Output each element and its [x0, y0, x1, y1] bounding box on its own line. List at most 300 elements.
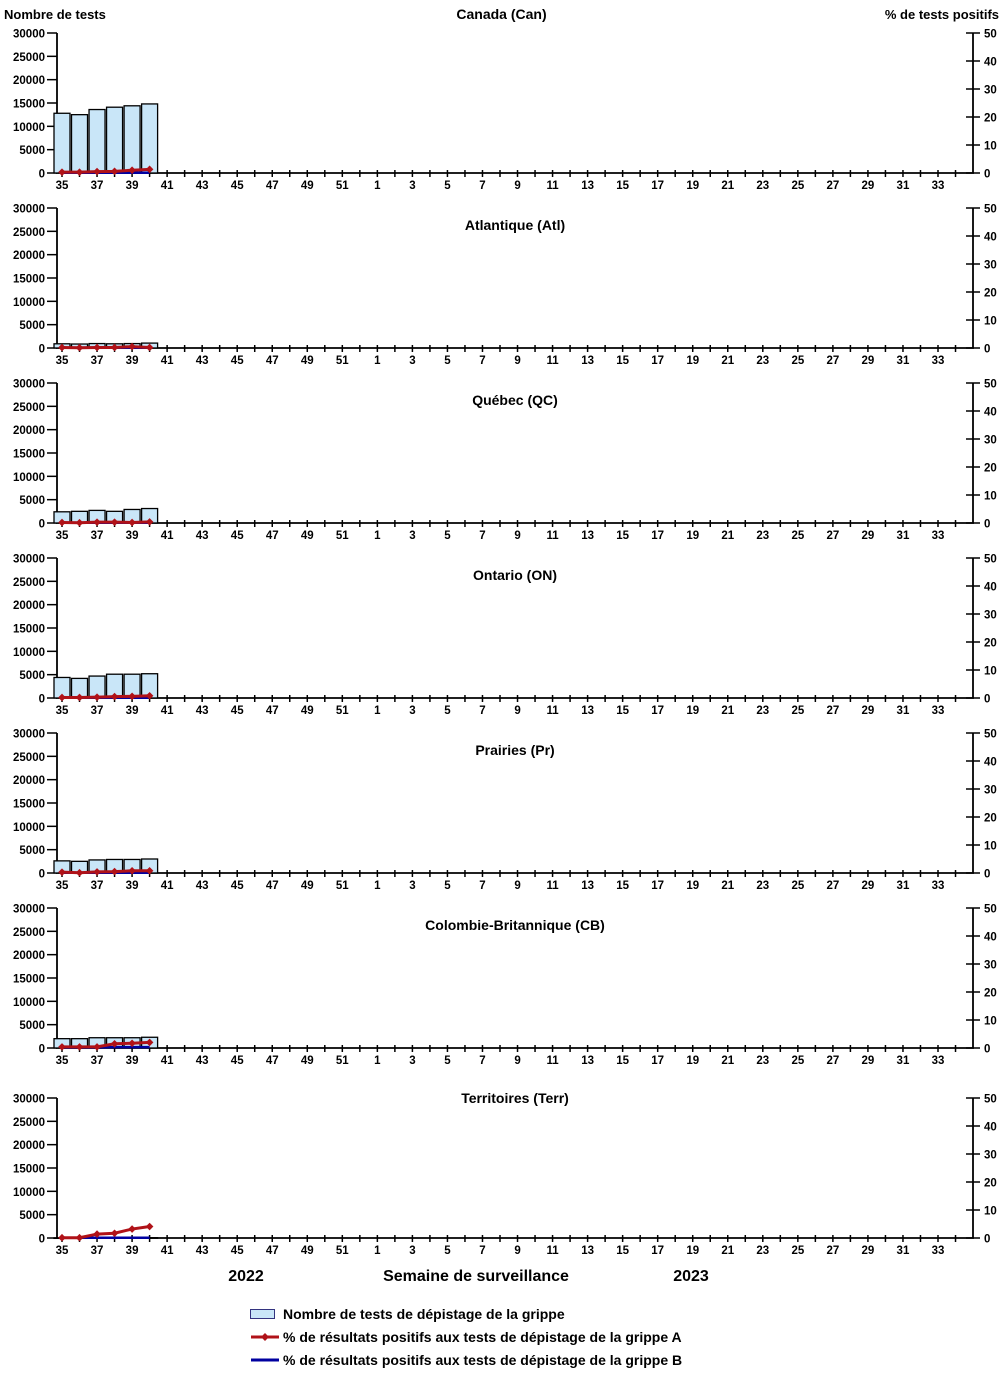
- svg-text:7: 7: [479, 180, 486, 192]
- svg-text:15000: 15000: [13, 623, 45, 636]
- svg-text:35: 35: [55, 355, 69, 367]
- svg-text:10: 10: [984, 1015, 997, 1028]
- svg-text:50: 50: [984, 1093, 997, 1106]
- svg-text:21: 21: [721, 1245, 735, 1257]
- svg-text:47: 47: [265, 1245, 279, 1257]
- grippe-a-line: [62, 1227, 150, 1238]
- panel-canada-header: [0, 4, 1003, 24]
- svg-text:13: 13: [581, 1055, 594, 1067]
- svg-text:13: 13: [581, 705, 594, 717]
- panel-atlantique: [0, 196, 1003, 371]
- svg-text:10: 10: [984, 490, 997, 503]
- svg-text:50: 50: [984, 903, 997, 916]
- svg-text:43: 43: [195, 1055, 209, 1067]
- svg-text:17: 17: [651, 355, 665, 367]
- svg-text:29: 29: [861, 180, 875, 192]
- svg-text:37: 37: [90, 355, 104, 367]
- svg-text:10000: 10000: [13, 996, 45, 1009]
- svg-text:21: 21: [721, 355, 735, 367]
- svg-text:40: 40: [984, 931, 997, 944]
- legend-item-grippe-a: [250, 1325, 682, 1348]
- svg-text:49: 49: [300, 180, 314, 192]
- svg-text:0: 0: [984, 168, 991, 181]
- svg-text:51: 51: [335, 355, 349, 367]
- svg-text:21: 21: [721, 180, 735, 192]
- svg-text:37: 37: [90, 530, 104, 542]
- svg-text:20000: 20000: [13, 425, 45, 438]
- svg-text:19: 19: [686, 530, 700, 542]
- svg-text:40: 40: [984, 231, 997, 244]
- legend-label-grippe-a: % de résultats positifs aux tests de dépistage de la grippe A: [283, 1328, 682, 1345]
- svg-text:43: 43: [195, 355, 209, 367]
- svg-text:43: 43: [195, 1245, 209, 1257]
- svg-text:15: 15: [616, 705, 630, 717]
- svg-text:49: 49: [300, 355, 314, 367]
- svg-text:20: 20: [984, 987, 997, 1000]
- svg-text:0: 0: [38, 168, 45, 181]
- svg-text:31: 31: [896, 1245, 910, 1257]
- svg-text:43: 43: [195, 530, 209, 542]
- x-axis-year-2022: 2022: [228, 1268, 264, 1285]
- svg-text:7: 7: [479, 530, 486, 542]
- svg-text:11: 11: [546, 880, 559, 892]
- svg-text:5000: 5000: [19, 495, 45, 508]
- svg-text:19: 19: [686, 355, 700, 367]
- panel-title-colombie-britannique: Colombie-Britannique (CB): [425, 917, 605, 933]
- svg-text:30000: 30000: [13, 378, 45, 391]
- grippe-a-line: [62, 696, 150, 698]
- svg-text:25000: 25000: [13, 576, 45, 589]
- diamond-marker: [58, 1234, 66, 1242]
- svg-text:5000: 5000: [19, 845, 45, 858]
- svg-text:30000: 30000: [13, 728, 45, 741]
- svg-text:40: 40: [984, 581, 997, 594]
- svg-text:35: 35: [55, 1055, 69, 1067]
- svg-text:20000: 20000: [13, 775, 45, 788]
- svg-text:49: 49: [300, 1055, 314, 1067]
- diamond-marker: [146, 1223, 154, 1231]
- svg-text:25000: 25000: [13, 751, 45, 764]
- svg-text:43: 43: [195, 180, 209, 192]
- svg-text:7: 7: [479, 355, 486, 367]
- svg-text:11: 11: [546, 705, 559, 717]
- grippe-a-line-swatch: [250, 1331, 280, 1343]
- svg-text:25000: 25000: [13, 51, 45, 64]
- svg-text:30000: 30000: [13, 903, 45, 916]
- svg-text:29: 29: [861, 880, 875, 892]
- svg-text:13: 13: [581, 530, 594, 542]
- svg-text:15000: 15000: [13, 273, 45, 286]
- svg-text:41: 41: [160, 355, 174, 367]
- svg-text:51: 51: [335, 180, 349, 192]
- left-axis-title: Nombre de tests: [4, 6, 106, 22]
- svg-text:31: 31: [896, 530, 910, 542]
- svg-text:20: 20: [984, 112, 997, 125]
- svg-text:45: 45: [230, 180, 244, 192]
- svg-text:19: 19: [686, 1055, 700, 1067]
- chart-canada: [0, 0, 1003, 196]
- svg-text:19: 19: [686, 705, 700, 717]
- svg-text:30: 30: [984, 84, 997, 97]
- svg-text:1: 1: [374, 530, 381, 542]
- svg-text:0: 0: [984, 1043, 991, 1056]
- svg-text:31: 31: [896, 880, 910, 892]
- svg-text:3: 3: [409, 355, 416, 367]
- svg-text:20: 20: [984, 1177, 997, 1190]
- svg-text:45: 45: [230, 355, 244, 367]
- svg-text:51: 51: [335, 530, 349, 542]
- svg-text:0: 0: [38, 868, 45, 881]
- panel-title-quebec: Québec (QC): [472, 392, 558, 408]
- svg-text:0: 0: [984, 518, 991, 531]
- svg-text:45: 45: [230, 705, 244, 717]
- svg-text:1: 1: [374, 355, 381, 367]
- legend: [250, 1302, 682, 1371]
- svg-text:25000: 25000: [13, 1116, 45, 1129]
- svg-text:39: 39: [125, 1245, 139, 1257]
- bar: [54, 113, 70, 173]
- svg-text:15: 15: [616, 1055, 630, 1067]
- svg-text:23: 23: [756, 705, 770, 717]
- panel-title-canada: Canada (Can): [456, 6, 547, 22]
- svg-text:7: 7: [479, 705, 486, 717]
- svg-text:10000: 10000: [13, 821, 45, 834]
- svg-text:51: 51: [335, 880, 349, 892]
- panel-quebec: [0, 371, 1003, 546]
- svg-text:51: 51: [335, 705, 349, 717]
- svg-text:30000: 30000: [13, 28, 45, 41]
- svg-text:51: 51: [335, 1245, 349, 1257]
- svg-text:5: 5: [444, 880, 451, 892]
- svg-text:47: 47: [265, 1055, 279, 1067]
- panel-title-territoires: Territoires (Terr): [461, 1090, 569, 1106]
- svg-text:30: 30: [984, 609, 997, 622]
- svg-text:50: 50: [984, 553, 997, 566]
- svg-text:40: 40: [984, 406, 997, 419]
- svg-text:19: 19: [686, 880, 700, 892]
- svg-text:47: 47: [265, 705, 279, 717]
- svg-text:50: 50: [984, 203, 997, 216]
- svg-text:15000: 15000: [13, 798, 45, 811]
- svg-text:1: 1: [374, 705, 381, 717]
- svg-text:0: 0: [38, 1043, 45, 1056]
- svg-text:33: 33: [931, 355, 945, 367]
- svg-text:0: 0: [984, 1233, 991, 1246]
- svg-text:39: 39: [125, 180, 139, 192]
- diamond-marker: [128, 1225, 136, 1233]
- panel-title-prairies: Prairies (Pr): [475, 742, 555, 758]
- svg-text:33: 33: [931, 530, 945, 542]
- svg-text:25: 25: [791, 705, 805, 717]
- legend-item-tests: [250, 1302, 682, 1325]
- bar: [89, 110, 105, 173]
- svg-text:11: 11: [546, 530, 559, 542]
- svg-text:13: 13: [581, 880, 594, 892]
- svg-text:20: 20: [984, 462, 997, 475]
- diamond-marker: [76, 1234, 84, 1242]
- diamond-marker: [111, 1229, 119, 1237]
- svg-text:30000: 30000: [13, 1093, 45, 1106]
- panel-canada: [0, 0, 1003, 196]
- panel-colombie-britannique: [0, 896, 1003, 1071]
- svg-text:0: 0: [984, 693, 991, 706]
- svg-text:25: 25: [791, 530, 805, 542]
- svg-text:7: 7: [479, 1055, 486, 1067]
- svg-text:23: 23: [756, 1245, 770, 1257]
- svg-text:51: 51: [335, 1055, 349, 1067]
- svg-text:33: 33: [931, 705, 945, 717]
- svg-text:37: 37: [90, 1055, 104, 1067]
- svg-text:40: 40: [984, 1121, 997, 1134]
- svg-text:20000: 20000: [13, 1140, 45, 1153]
- svg-text:3: 3: [409, 1055, 416, 1067]
- svg-text:25: 25: [791, 1245, 805, 1257]
- svg-text:10: 10: [984, 1205, 997, 1218]
- svg-text:20: 20: [984, 637, 997, 650]
- svg-text:9: 9: [514, 705, 521, 717]
- svg-text:31: 31: [896, 1055, 910, 1067]
- svg-text:25000: 25000: [13, 926, 45, 939]
- svg-text:1: 1: [374, 880, 381, 892]
- svg-text:30: 30: [984, 959, 997, 972]
- svg-text:37: 37: [90, 880, 104, 892]
- svg-text:1: 1: [374, 1245, 381, 1257]
- svg-text:25000: 25000: [13, 226, 45, 239]
- svg-text:3: 3: [409, 880, 416, 892]
- svg-text:41: 41: [160, 1245, 174, 1257]
- svg-text:23: 23: [756, 180, 770, 192]
- svg-text:41: 41: [160, 880, 174, 892]
- svg-text:31: 31: [896, 180, 910, 192]
- svg-text:29: 29: [861, 1055, 875, 1067]
- svg-text:49: 49: [300, 880, 314, 892]
- svg-text:13: 13: [581, 355, 594, 367]
- svg-text:3: 3: [409, 530, 416, 542]
- svg-text:27: 27: [826, 355, 840, 367]
- svg-text:45: 45: [230, 880, 244, 892]
- svg-text:49: 49: [300, 705, 314, 717]
- svg-text:45: 45: [230, 1055, 244, 1067]
- svg-text:10: 10: [984, 840, 997, 853]
- svg-text:15000: 15000: [13, 98, 45, 111]
- svg-text:35: 35: [55, 880, 69, 892]
- svg-text:5000: 5000: [19, 145, 45, 158]
- svg-text:27: 27: [826, 1055, 840, 1067]
- svg-text:5000: 5000: [19, 1210, 45, 1223]
- svg-text:31: 31: [896, 705, 910, 717]
- panel-territoires: [0, 1071, 1003, 1257]
- grippe-a-line: [62, 522, 150, 523]
- svg-text:15: 15: [616, 355, 630, 367]
- tests-bars: [54, 104, 158, 173]
- svg-text:19: 19: [686, 180, 700, 192]
- svg-text:35: 35: [55, 1245, 69, 1257]
- svg-text:20000: 20000: [13, 75, 45, 88]
- svg-text:50: 50: [984, 28, 997, 41]
- svg-text:41: 41: [160, 1055, 174, 1067]
- svg-text:30000: 30000: [13, 553, 45, 566]
- legend-item-grippe-b: [250, 1348, 682, 1371]
- svg-text:15: 15: [616, 180, 630, 192]
- svg-text:47: 47: [265, 880, 279, 892]
- svg-text:23: 23: [756, 1055, 770, 1067]
- svg-text:49: 49: [300, 1245, 314, 1257]
- bar: [124, 106, 140, 173]
- bar: [72, 115, 88, 173]
- svg-text:49: 49: [300, 530, 314, 542]
- svg-text:10000: 10000: [13, 296, 45, 309]
- svg-text:9: 9: [514, 1055, 521, 1067]
- svg-text:21: 21: [721, 705, 735, 717]
- svg-text:33: 33: [931, 1245, 945, 1257]
- svg-text:10: 10: [984, 140, 997, 153]
- svg-text:9: 9: [514, 355, 521, 367]
- bar: [107, 107, 123, 173]
- svg-text:5: 5: [444, 1245, 451, 1257]
- svg-text:0: 0: [38, 693, 45, 706]
- svg-text:41: 41: [160, 705, 174, 717]
- svg-text:0: 0: [984, 868, 991, 881]
- svg-text:19: 19: [686, 1245, 700, 1257]
- svg-text:37: 37: [90, 705, 104, 717]
- svg-text:39: 39: [125, 355, 139, 367]
- svg-text:0: 0: [984, 343, 991, 356]
- svg-text:9: 9: [514, 180, 521, 192]
- right-axis-title: % de tests positifs: [884, 6, 999, 22]
- svg-text:20000: 20000: [13, 250, 45, 263]
- svg-text:23: 23: [756, 355, 770, 367]
- svg-text:33: 33: [931, 180, 945, 192]
- grippe-a-line: [62, 347, 150, 348]
- svg-text:25: 25: [791, 180, 805, 192]
- svg-text:13: 13: [581, 180, 594, 192]
- svg-text:43: 43: [195, 705, 209, 717]
- svg-text:50: 50: [984, 728, 997, 741]
- svg-text:25: 25: [791, 1055, 805, 1067]
- svg-text:11: 11: [546, 180, 559, 192]
- bar-swatch-icon: [250, 1309, 275, 1319]
- svg-text:30: 30: [984, 1149, 997, 1162]
- svg-text:27: 27: [826, 180, 840, 192]
- svg-text:17: 17: [651, 530, 665, 542]
- svg-text:0: 0: [38, 343, 45, 356]
- svg-text:7: 7: [479, 880, 486, 892]
- svg-text:9: 9: [514, 880, 521, 892]
- svg-text:39: 39: [125, 1055, 139, 1067]
- svg-text:5: 5: [444, 1055, 451, 1067]
- svg-text:21: 21: [721, 530, 735, 542]
- svg-text:47: 47: [265, 180, 279, 192]
- svg-text:3: 3: [409, 705, 416, 717]
- svg-text:41: 41: [160, 180, 174, 192]
- svg-text:29: 29: [861, 705, 875, 717]
- svg-text:17: 17: [651, 1245, 665, 1257]
- svg-text:10: 10: [984, 665, 997, 678]
- svg-text:47: 47: [265, 530, 279, 542]
- svg-text:1: 1: [374, 1055, 381, 1067]
- svg-text:5: 5: [444, 180, 451, 192]
- panel-title-atlantique: Atlantique (Atl): [464, 217, 566, 233]
- svg-text:33: 33: [931, 880, 945, 892]
- svg-text:15: 15: [616, 1245, 630, 1257]
- svg-text:20000: 20000: [13, 950, 45, 963]
- svg-text:0: 0: [38, 518, 45, 531]
- svg-text:40: 40: [984, 756, 997, 769]
- svg-text:29: 29: [861, 355, 875, 367]
- grippe-b-line-swatch: [250, 1354, 280, 1366]
- svg-text:7: 7: [479, 1245, 486, 1257]
- svg-text:11: 11: [546, 1245, 559, 1257]
- panel-title-ontario: Ontario (ON): [473, 567, 557, 583]
- svg-text:10000: 10000: [13, 471, 45, 484]
- svg-text:30: 30: [984, 784, 997, 797]
- svg-text:35: 35: [55, 180, 69, 192]
- svg-text:25: 25: [791, 355, 805, 367]
- svg-text:30: 30: [984, 434, 997, 447]
- svg-text:37: 37: [90, 1245, 104, 1257]
- svg-text:43: 43: [195, 880, 209, 892]
- svg-text:45: 45: [230, 1245, 244, 1257]
- svg-text:25: 25: [791, 880, 805, 892]
- svg-text:9: 9: [514, 1245, 521, 1257]
- tests-bar-swatch: [250, 1309, 280, 1319]
- x-axis-year-2023: 2023: [673, 1268, 709, 1285]
- svg-text:45: 45: [230, 530, 244, 542]
- svg-text:30: 30: [984, 259, 997, 272]
- svg-text:30000: 30000: [13, 203, 45, 216]
- svg-text:15000: 15000: [13, 973, 45, 986]
- svg-text:33: 33: [931, 1055, 945, 1067]
- svg-text:10000: 10000: [13, 1186, 45, 1199]
- svg-text:17: 17: [651, 180, 665, 192]
- svg-text:35: 35: [55, 705, 69, 717]
- svg-text:3: 3: [409, 180, 416, 192]
- svg-text:15000: 15000: [13, 448, 45, 461]
- svg-text:20: 20: [984, 287, 997, 300]
- panel-ontario: [0, 546, 1003, 721]
- svg-text:39: 39: [125, 705, 139, 717]
- legend-label-grippe-b: % de résultats positifs aux tests de dépistage de la grippe B: [283, 1351, 683, 1368]
- legend-label-tests: Nombre de tests de dépistage de la grippe: [283, 1305, 565, 1322]
- svg-text:17: 17: [651, 705, 665, 717]
- svg-text:29: 29: [861, 1245, 875, 1257]
- svg-text:50: 50: [984, 378, 997, 391]
- svg-text:20: 20: [984, 812, 997, 825]
- svg-text:29: 29: [861, 530, 875, 542]
- svg-text:5000: 5000: [19, 1020, 45, 1033]
- svg-text:5000: 5000: [19, 320, 45, 333]
- svg-text:47: 47: [265, 355, 279, 367]
- blue-line-icon: [250, 1354, 280, 1366]
- svg-text:39: 39: [125, 880, 139, 892]
- svg-text:11: 11: [546, 1055, 559, 1067]
- svg-text:15: 15: [616, 880, 630, 892]
- bar: [142, 104, 158, 173]
- svg-text:25000: 25000: [13, 401, 45, 414]
- svg-text:10000: 10000: [13, 646, 45, 659]
- svg-text:1: 1: [374, 180, 381, 192]
- svg-text:5: 5: [444, 355, 451, 367]
- svg-text:35: 35: [55, 530, 69, 542]
- svg-text:39: 39: [125, 530, 139, 542]
- svg-text:17: 17: [651, 1055, 665, 1067]
- svg-text:15: 15: [616, 530, 630, 542]
- svg-text:37: 37: [90, 180, 104, 192]
- svg-text:27: 27: [826, 880, 840, 892]
- svg-text:10: 10: [984, 315, 997, 328]
- svg-text:5: 5: [444, 530, 451, 542]
- svg-text:31: 31: [896, 355, 910, 367]
